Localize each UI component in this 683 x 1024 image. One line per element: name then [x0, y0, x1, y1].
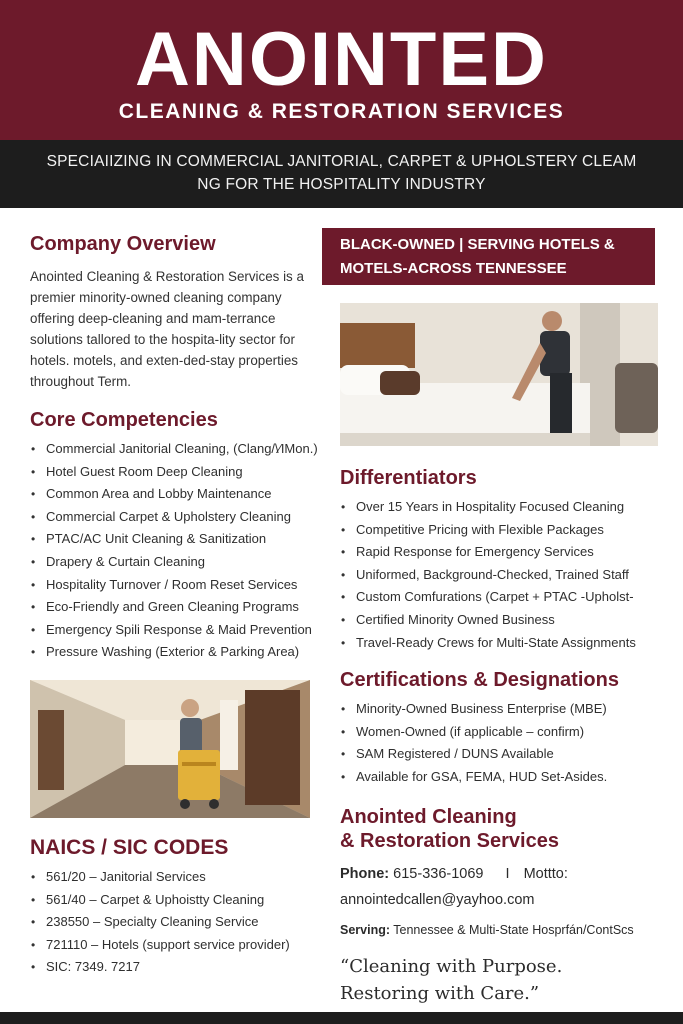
serving-line	[340, 919, 655, 941]
list-item: • Custom Comfurations (Carpet + PTAC -Upholst-	[340, 586, 655, 609]
list-item: • Commercial Janitorial Cleaning, (Clang/\⁄IMon.)	[30, 438, 326, 461]
list-item: • 561/40 – Carpet & Uphoistty Cleaning	[30, 889, 326, 912]
list-item: • SIC: 7349. 7217	[30, 956, 326, 979]
list-item: • SAM Registered / DUNS Available	[340, 743, 655, 766]
serving-text: Tennessee & Multi-State Hosprfán/ContScs	[393, 922, 634, 937]
list-item: • 721110 – Hotels (support service provider)	[30, 934, 326, 957]
naics-title: NAICS / SIC CODES	[30, 835, 229, 859]
overview-title: Company Overview	[30, 233, 216, 255]
bedroom-illustration	[340, 303, 658, 446]
certifications-list	[340, 698, 655, 788]
list-item: • Emergency Spili Response & Maid Prevention	[30, 619, 326, 642]
brand-title: ANOINTED	[135, 17, 548, 102]
serving-label: Serving:	[340, 922, 391, 937]
list-item: • Available for GSA, FEMA, HUD Set-Asides.	[340, 766, 655, 789]
certifications-title: Certifications & Designations	[340, 669, 619, 692]
list-item: • Eco-Friendly and Green Cleaning Programs	[30, 596, 326, 619]
quote	[340, 953, 655, 1007]
list-item: • Uniformed, Background-Checked, Trained Staff	[340, 564, 655, 587]
list-item: • Minority-Owned Business Enterprise (MBE)	[340, 698, 655, 721]
quote-line1: “Cleaning with Purpose.	[340, 955, 563, 977]
email-link[interactable]: annointedcallen@yayhoo.com	[340, 891, 535, 908]
list-item: • Hotel Guest Room Deep Cleaning	[30, 461, 326, 484]
list-item: • Pressure Washing (Exterior & Parking Area)	[30, 641, 326, 664]
contact-title-line1: Anointed Cleaning	[340, 805, 517, 828]
contact-title-line2: & Restoration Services	[340, 829, 559, 852]
list-item: • Commercial Carpet & Upholstery Cleaning	[30, 506, 326, 529]
list-item: • Hospitality Turnover / Room Reset Services	[30, 574, 326, 597]
phone-line	[340, 863, 655, 885]
email-line	[340, 889, 655, 911]
black-owned-banner: BLACK-OWNED | SERVING HOTELS & MOTELS-ACROSS TENNESSEE	[322, 228, 655, 285]
competencies-list	[30, 438, 326, 664]
hallway-illustration	[30, 680, 310, 818]
list-item: • Travel-Ready Crews for Multi-State Assignments	[340, 632, 655, 655]
phone-label: Phone:	[340, 865, 390, 882]
contact-block	[340, 805, 655, 1007]
differentiators-title: Differentiators	[340, 467, 477, 489]
list-item: • Common Area and Lobby Maintenance	[30, 483, 326, 506]
phone-number[interactable]: 615-336-1069	[393, 865, 484, 882]
right-column	[322, 228, 655, 1007]
header-banner	[0, 0, 683, 140]
list-item: • Drapery & Curtain Cleaning	[30, 551, 326, 574]
tagline-text: SPECIAIIZING IN COMMERCIAL JANITORIAL, CARPET & UPHOLSTERY CLEAM NG FOR THE HOSPITALITY INDUSTRY	[46, 153, 637, 193]
list-item: • PTAC/AC Unit Cleaning & Sanitization	[30, 528, 326, 551]
tagline-bar	[0, 140, 683, 208]
hallway-cleaning-photo	[30, 680, 310, 818]
naics-list	[30, 866, 326, 979]
list-item: • Over 15 Years in Hospitality Focused Cleaning	[340, 496, 655, 519]
overview-text: Anointed Cleaning & Restoration Services is a premier minority-owned cleaning company offering deep-cleaning and mam-terrance solutions tallored to the hospita-lity sector for hotels. motels, and exten-ded-stay properties throughout Term.	[30, 269, 304, 389]
motto-label: Mottto:	[523, 865, 568, 882]
footer-bar	[0, 1012, 683, 1024]
left-column	[30, 232, 326, 979]
list-item: • Rapid Response for Emergency Services	[340, 541, 655, 564]
differentiators-list	[340, 496, 655, 654]
quote-line2: Restoring with Care.”	[340, 982, 540, 1004]
bedroom-cleaning-photo	[340, 303, 658, 446]
separator: I	[505, 865, 510, 882]
list-item: • Competitive Pricing with Flexible Packages	[340, 519, 655, 542]
list-item: • Certified Minority Owned Business	[340, 609, 655, 632]
list-item: • 238550 – Specialty Cleaning Service	[30, 911, 326, 934]
brand-subtitle: CLEANING & RESTORATION SERVICES	[118, 100, 565, 123]
list-item: • Women-Owned (if applicable – confirm)	[340, 721, 655, 744]
list-item: • 561/20 – Janitorial Services	[30, 866, 326, 889]
competencies-title: Core Competencies	[30, 409, 218, 431]
